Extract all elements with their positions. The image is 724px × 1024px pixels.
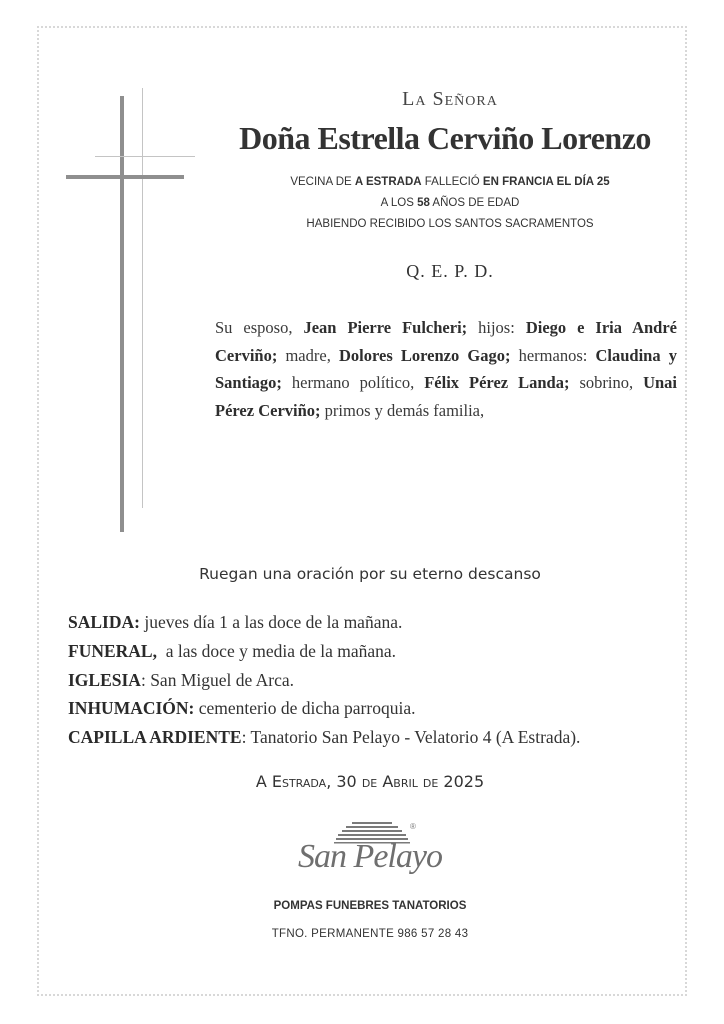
prayer-request: Ruegan una oración por su eterno descanso xyxy=(199,565,541,583)
title-label: La Señora xyxy=(402,88,498,110)
info-line-3: HABIENDO RECIBIDO LOS SANTOS SACRAMENTOS xyxy=(306,218,594,230)
cross-horizontal-line xyxy=(95,156,195,157)
service-details xyxy=(68,608,688,752)
info-line-1: VECINA DE A ESTRADA FALLECIÓ EN FRANCIA EL DÍA 25 xyxy=(290,176,610,188)
cross-horizontal-bar xyxy=(66,175,184,179)
detail-iglesia: IGLESIA: San Miguel de Arca. xyxy=(68,669,295,690)
cross-vertical-bar xyxy=(120,96,124,532)
qepd: Q. E. P. D. xyxy=(406,261,494,281)
detail-capilla: CAPILLA ARDIENTE: Tanatorio San Pelayo - Velatorio 4 (A Estrada). xyxy=(68,727,581,748)
detail-funeral: FUNERAL, a las doce y media de la mañana. xyxy=(68,640,397,661)
date-line: A Estrada, 30 de Abril de 2025 xyxy=(255,772,485,791)
info-line-2: A LOS 58 AÑOS DE EDAD xyxy=(380,197,520,209)
phone-line: TFNO. PERMANENTE 986 57 28 43 xyxy=(271,928,469,940)
family-paragraph: Su esposo, Jean Pierre Fulcheri; hijos: Diego e Iria André Cerviño; madre, Dolores Lorenzo Gago; hermanos: Claudina y Santiago; hermano político, Félix Pérez Landa; sobrino, Unai Pérez Cerviño; primos y demás familia, xyxy=(215,318,678,420)
detail-inhumacion: INHUMACIÓN: cementerio de dicha parroquia. xyxy=(68,698,416,719)
cross-vertical-line xyxy=(142,88,143,508)
company-name: POMPAS FUNEBRES TANATORIOS xyxy=(273,900,467,912)
detail-salida: SALIDA: jueves día 1 a las doce de la mañana. xyxy=(68,612,403,632)
logo-text: San Pelayo xyxy=(298,838,442,875)
registered-mark: ® xyxy=(410,822,416,831)
deceased-name: Doña Estrella Cerviño Lorenzo xyxy=(239,120,651,156)
